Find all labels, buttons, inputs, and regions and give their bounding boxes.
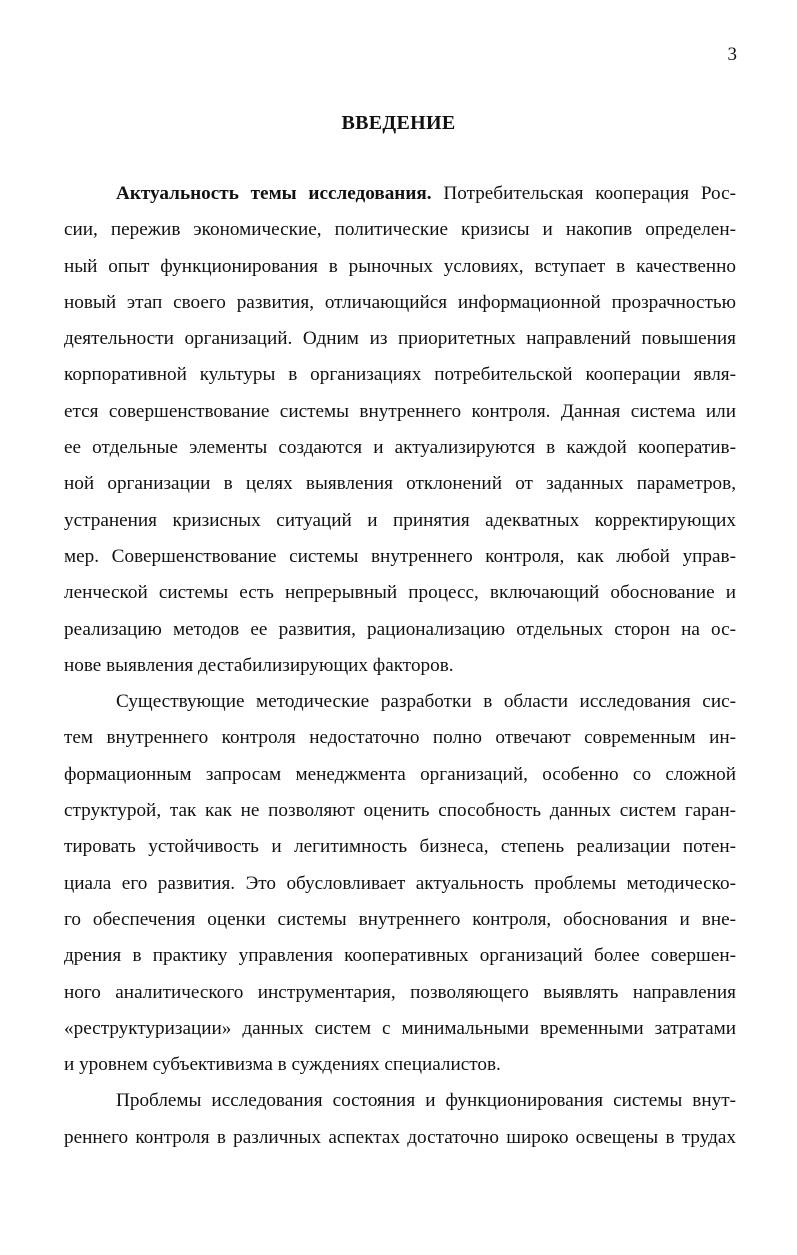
paragraph-line: Проблемы исследования состояния и функционирования системы внут-	[116, 1090, 736, 1112]
paragraph-line: устранения кризисных ситуаций и принятия адекватных корректирующих	[64, 509, 736, 531]
paragraph-line: тем внутреннего контроля недостаточно полно отвечают современным ин-	[64, 727, 736, 749]
paragraph-lead: Актуальность темы исследования.	[116, 183, 432, 204]
paragraph-line: ее отдельные элементы создаются и актуализируются в каждой кооператив-	[64, 437, 736, 459]
page-number: 3	[727, 44, 737, 65]
paragraph-problems	[64, 1083, 736, 1156]
paragraph-line: нове выявления дестабилизирующих факторов.	[64, 654, 454, 676]
paragraph-line: ный опыт функционирования в рыночных условиях, вступает в качественно	[64, 255, 736, 277]
paragraph-relevance	[64, 176, 736, 684]
paragraph-methods	[64, 684, 736, 1083]
paragraph-line: формационным запросам менеджмента организаций, особенно со сложной	[64, 763, 736, 785]
paragraph-line: новый этап своего развития, отличающийся информационной прозрачностью	[64, 291, 736, 313]
paragraph-line: ной организации в целях выявления отклонений от заданных параметров,	[64, 473, 736, 495]
paragraph-line: реализацию методов ее развития, рационализацию отдельных сторон на ос-	[64, 618, 736, 640]
paragraph-line: Существующие методические разработки в области исследования сис-	[116, 691, 736, 713]
paragraph-line: го обеспечения оценки системы внутреннего контроля, обоснования и вне-	[64, 908, 736, 930]
paragraph-line	[64, 176, 736, 212]
paragraph-line: сии, пережив экономические, политические кризисы и накопив определен-	[64, 219, 736, 241]
paragraph-line: циала его развития. Это обусловливает актуальность проблемы методическо-	[64, 872, 736, 894]
paragraph-line: ленческой системы есть непрерывный процесс, включающий обоснование и	[64, 582, 736, 604]
paragraph-line: структурой, так как не позволяют оценить способность данных систем гаран-	[64, 800, 736, 822]
paragraph-line: мер. Совершенствование системы внутреннего контроля, как любой управ-	[64, 545, 736, 567]
paragraph-line: деятельности организаций. Одним из приоритетных направлений повышения	[64, 328, 736, 350]
document-body	[64, 176, 736, 1156]
paragraph-line: реннего контроля в различных аспектах достаточно широко освещены в трудах	[64, 1126, 736, 1148]
paragraph-line: дрения в практику управления кооперативных организаций более совершен-	[64, 945, 736, 967]
paragraph-line: ного аналитического инструментария, позволяющего выявлять направления	[64, 981, 736, 1003]
paragraph-line: тировать устойчивость и легитимность бизнеса, степень реализации потен-	[64, 836, 736, 858]
paragraph-line-text: Потребительская кооперация Рос-	[431, 183, 736, 204]
section-heading: ВВЕДЕНИЕ	[341, 112, 456, 134]
paragraph-line: корпоративной культуры в организациях потребительской кооперации явля-	[64, 364, 736, 386]
paragraph-line: «реструктуризации» данных систем с минимальными временными затратами	[64, 1017, 736, 1039]
paragraph-line: ется совершенствование системы внутреннего контроля. Данная система или	[64, 400, 736, 422]
paragraph-line: и уровнем субъективизма в суждениях специалистов.	[64, 1054, 501, 1076]
